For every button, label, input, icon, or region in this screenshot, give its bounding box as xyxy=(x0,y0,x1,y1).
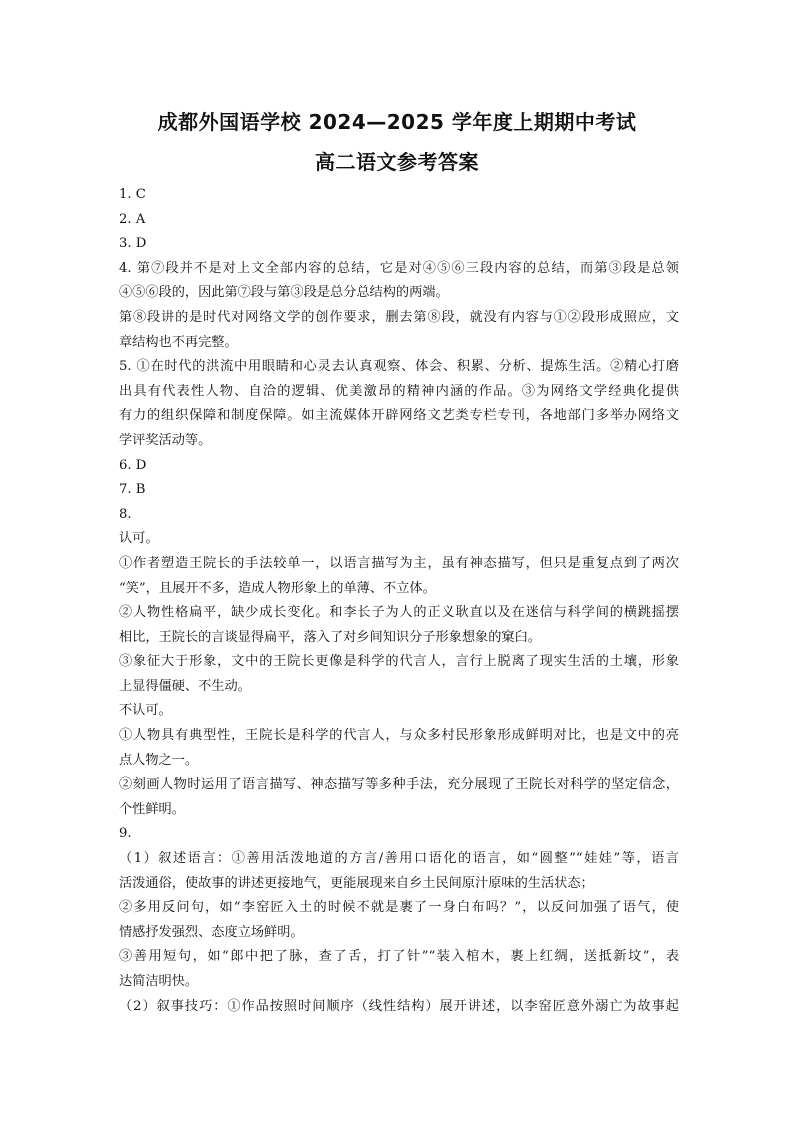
answer-line: ②人物性格扁平，缺少成长变化。和李长子为人的正义耿直以及在迷信与科学间的横跳摇摆 xyxy=(119,605,679,621)
answer-line: 相比，王院长的言谈显得扁平，落入了对乡间知识分子形象想象的窠臼。 xyxy=(119,629,541,645)
answer-line: 有力的组织保障和制度保障。如主流媒体开辟网络文艺类专栏专刊，各地部门多举办网络文 xyxy=(119,408,679,424)
answer-line: ③象征大于形象，文中的王院长更像是科学的代言人，言行上脱离了现实生活的土壤，形象 xyxy=(119,654,679,670)
answer-line: （1）叙述语言：①善用活泼地道的方言/善用口语化的语言，如“圆整”“娃娃”等，语言 xyxy=(119,851,679,867)
answer-line: 5. ①在时代的洪流中用眼睛和心灵去认真观察、体会、积累、分析、提炼生活。②精心打磨 xyxy=(119,359,679,375)
answer-line: 上显得僵硬、不生动。 xyxy=(119,678,251,694)
answer-line: ①作者塑造王院长的手法较单一，以语言描写为主，虽有神态描写，但只是重复点到了两次 xyxy=(119,555,679,571)
answer-line: 第⑧段讲的是时代对网络文学的创作要求，删去第⑧段，就没有内容与①②段形成照应，文 xyxy=(119,309,679,325)
answer-line: ②刻画人物时运用了语言描写、神态描写等多种手法，充分展现了王院长对科学的坚定信念， xyxy=(119,777,679,793)
answer-line: 出具有代表性人物、自洽的逻辑、优美激昂的精神内涵的作品。③为网络文学经典化提供 xyxy=(119,383,679,399)
answer-line: ①人物具有典型性，王院长是科学的代言人，与众多村民形象形成鲜明对比，也是文中的亮 xyxy=(119,728,679,744)
answer-line: （2）叙事技巧：①作品按照时间顺序（线性结构）展开讲述，以李窑匠意外溺亡为故事起 xyxy=(119,998,679,1014)
answer-line: 2. A xyxy=(119,211,146,227)
answer-line: 3. D xyxy=(119,236,147,252)
answer-line: 情感抒发强烈、态度立场鲜明。 xyxy=(119,924,304,940)
answer-line: ③善用短句，如“郎中把了脉，查了舌，打了针”“装入棺木，裹上红绸，送抵新坟”，表 xyxy=(119,949,679,965)
answer-line: 章结构也不再完整。 xyxy=(119,334,238,350)
answer-line: 认可。 xyxy=(119,531,159,547)
document-title: 成都外国语学校 2024—2025 学年度上期期中考试 xyxy=(157,110,637,134)
answer-line: 8. xyxy=(119,506,132,522)
answer-line: “笑”，且展开不多，造成人物形象上的单薄、不立体。 xyxy=(119,580,436,596)
document-subtitle: 高二语文参考答案 xyxy=(315,150,479,174)
answer-body xyxy=(119,183,679,1019)
answer-line: 不认可。 xyxy=(119,703,172,719)
answer-line: 9. xyxy=(119,826,132,842)
answer-line: 点人物之一。 xyxy=(119,752,199,768)
answer-line: 学评奖活动等。 xyxy=(119,432,212,448)
answer-line: 4. 第⑦段并不是对上文全部内容的总结，它是对④⑤⑥三段内容的总结，而第③段是总领 xyxy=(119,260,679,276)
answer-line: ②多用反问句，如“李窑匠入土的时候不就是裹了一身白布吗？”，以反问加强了语气，使 xyxy=(119,900,679,916)
answer-line: 活泼通俗，使故事的讲述更接地气，更能展现来自乡土民间原汁原味的生活状态； xyxy=(119,875,594,891)
answer-line: 7. B xyxy=(119,482,146,498)
answer-line: 6. D xyxy=(119,457,147,473)
answer-line: 达简洁明快。 xyxy=(119,974,199,989)
answer-line: 个性鲜明。 xyxy=(119,801,185,817)
answer-line: 1. C xyxy=(119,187,146,202)
answer-line: ④⑤⑥段的，因此第⑦段与第③段是总分总结构的两端。 xyxy=(119,285,449,301)
